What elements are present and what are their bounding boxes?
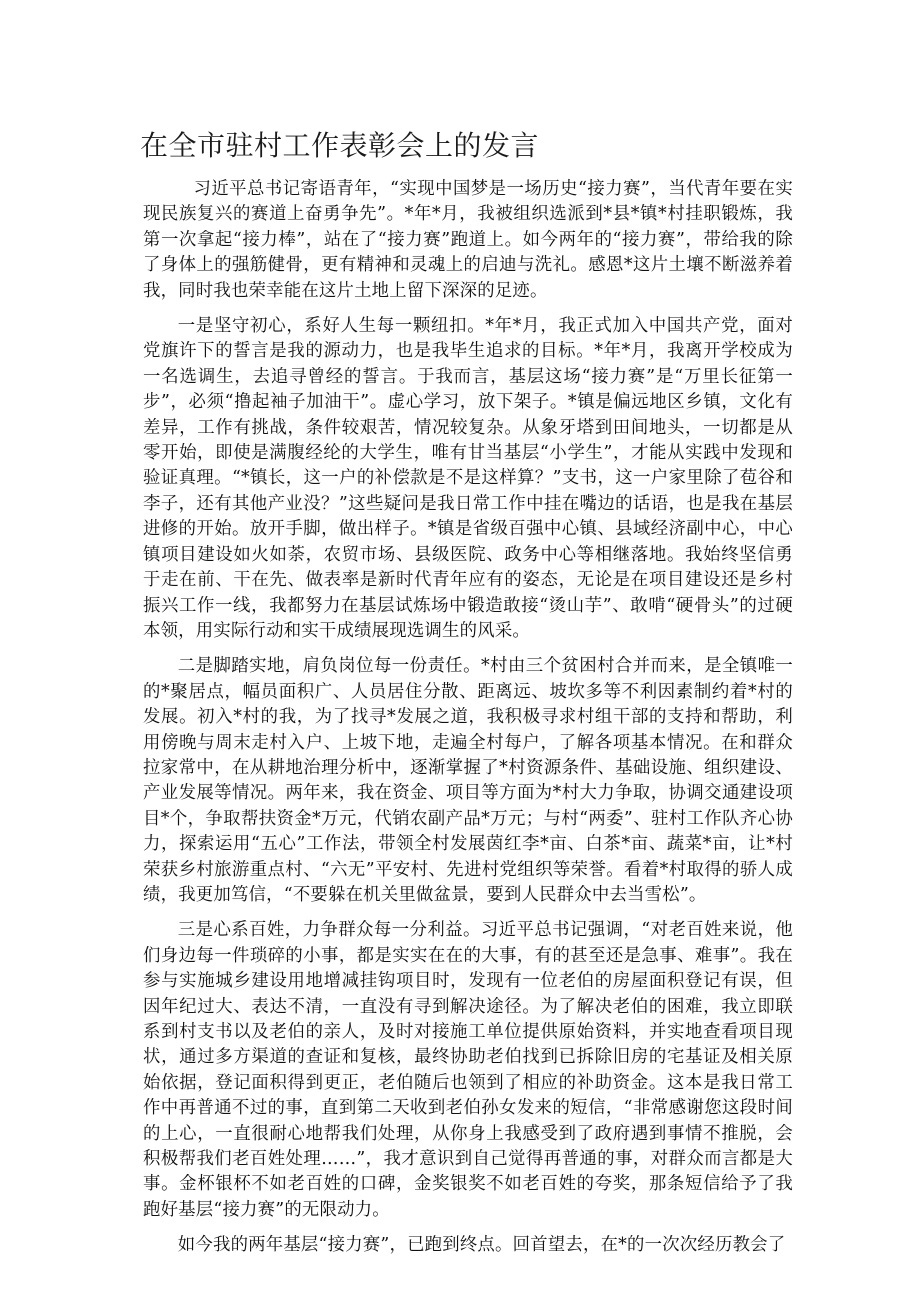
paragraph-intro: 习近平总书记寄语青年，“实现中国梦是一场历史“接力赛”，当代青年要在实现民族复兴的赛道上奋勇争先”。*年*月，我被组织选派到*县*镇*村挂职锻炼，我第一次拿起“接力棒”，站在了“接力赛”跑道上。如今两年的“接力赛”，带给我的除了身体上的强筋健骨，更有精神和灵魂上的启迪与洗礼。感恩*这片土壤不断滋养着我，同时我也荣幸能在这片土地上留下深深的足迹。: [143, 179, 793, 301]
paragraph-point-three: 三是心系百姓，力争群众每一分利益。习近平总书记强调，“对老百姓来说，他们身边每一件琐碎的小事，都是实实在在的大事，有的甚至还是急事、难事”。我在参与实施城乡建设用地增减挂钩项目时，发现有一位老伯的房屋面积登记有误，但因年纪过大、表达不清，一直没有寻到解决途径。为了解决老伯的困难，我立即联系到村支书以及老伯的亲人，及时对接施工单位提供原始资料，并实地查看项目现状，通过多方渠道的查证和复核，最终协助老伯找到已拆除旧房的宅基证及相关原始依据，登记面积得到更正，老伯随后也领到了相应的补助资金。这本是我日常工作中再普通不过的事，直到第二天收到老伯孙女发来的短信，“非常感谢您这段时间的上心，一直很耐心地帮我们处理，从你身上我感受到了政府遇到事情不推脱，会积极帮我们老百姓处理……”，我才意识到自己觉得再普通的事，对群众而言都是大事。金杯银杯不如老百姓的口碑，金奖银奖不如老百姓的夸奖，那条短信给予了我跑好基层“接力赛”的无限动力。: [143, 920, 793, 1220]
paragraph-point-two: 二是脚踏实地，肩负岗位每一份责任。*村由三个贫困村合并而来，是全镇唯一的*聚居点，幅员面积广、人员居住分散、距离远、坡坎多等不利因素制约着*村的发展。初入*村的我，为了找寻*发展之道，我积极寻求村组干部的支持和帮助，利用傍晚与周末走村入户、上坡下地，走遍全村每户，了解各项基本情况。在和群众拉家常中，在从耕地治理分析中，逐渐掌握了*村资源条件、基础设施、组织建设、产业发展等情况。两年来，我在资金、项目等方面为*村大力争取，协调交通建设项目*个，争取帮扶资金*万元，代销农副产品*万元；与村“两委”、驻村工作队齐心协力，探索运用“五心”工作法，带领全村发展茵红李*亩、白茶*亩、蔬菜*亩，让*村荣获乡村旅游重点村、“六无”平安村、先进村党组织等荣誉。看着*村取得的骄人成绩，我更加笃信，“不要躲在机关里做盆景，要到人民群众中去当雪松”。: [143, 656, 793, 905]
paragraph-conclusion: 如今我的两年基层“接力赛”，已跑到终点。回首望去，在*的一次次经历教会了: [177, 1235, 786, 1256]
paragraph-point-one: 一是坚守初心，系好人生每一颗纽扣。*年*月，我正式加入中国共产党，面对党旗许下的誓言是我的源动力，也是我毕生追求的目标。*年*月，我离开学校成为一名选调生，去追寻曾经的誓言。于我而言，基层这场“接力赛”是“万里长征第一步”，必须“撸起袖子加油干”。虚心学习，放下架子。*镇是偏远地区乡镇，文化有差异，工作有挑战，条件较艰苦，情况较复杂。从象牙塔到田间地头，一切都是从零开始，即使是满腹经纶的大学生，唯有甘当基层“小学生”，才能从实践中发现和验证真理。“*镇长，这一户的补偿款是不是这样算？”支书，这一户家里除了苞谷和李子，还有其他产业没？”这些疑问是我日常工作中挂在嘴边的话语，也是我在基层进修的开始。放开手脚，做出样子。*镇是省级百强中心镇、县域经济副中心，中心镇项目建设如火如荼，农贸市场、县级医院、政务中心等相继落地。我始终坚信勇于走在前、干在先、做表率是新时代青年应有的姿态，无论是在项目建设还是乡村振兴工作一线，我都努力在基层试炼场中锻造敢接“烫山芋”、敢啃“硬骨头”的过硬本领，用实际行动和实干成绩展现选调生的风采。: [143, 316, 793, 641]
document-body: [143, 177, 793, 1269]
document-title: 在全市驻村工作表彰会上的发言: [140, 129, 540, 162]
